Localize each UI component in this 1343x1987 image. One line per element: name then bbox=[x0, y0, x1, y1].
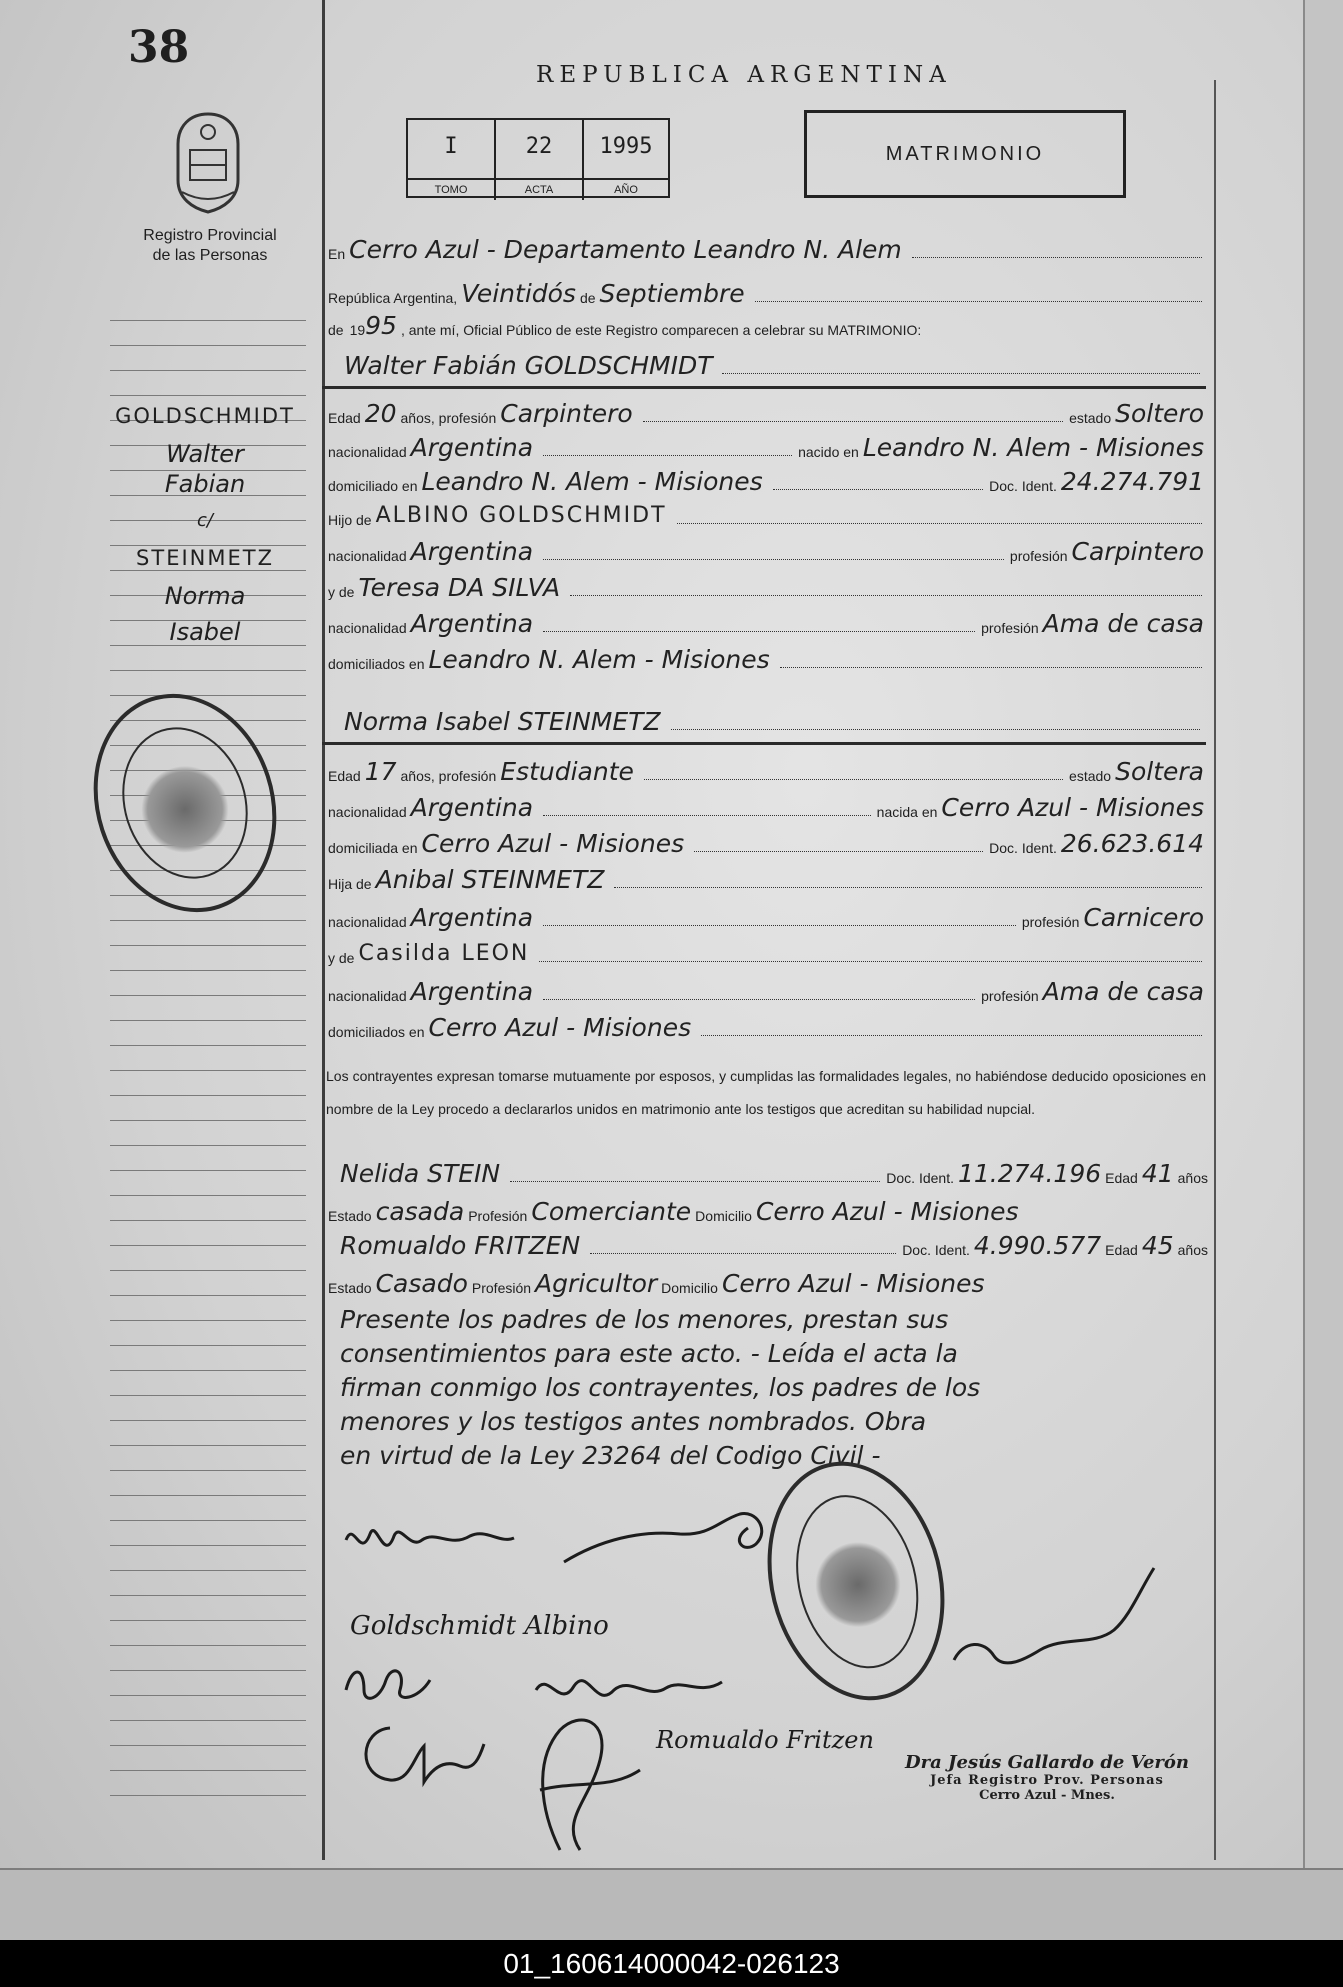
label-anios-profesion: años, profesión bbox=[400, 768, 497, 784]
bride-mother-line bbox=[328, 940, 1208, 968]
label-estado: estado bbox=[1069, 410, 1112, 426]
label-doc: Doc. Ident. bbox=[902, 1242, 970, 1258]
label-nacionalidad: nacionalidad bbox=[328, 444, 407, 460]
label-doc: Doc. Ident. bbox=[989, 478, 1057, 494]
note-text: firman conmigo los contrayentes, los padres de los bbox=[340, 1374, 981, 1402]
bride-nationality: Argentina bbox=[410, 794, 534, 822]
groom-mother-profession: Ama de casa bbox=[1042, 610, 1204, 638]
section-rule bbox=[322, 386, 1206, 389]
right-border bbox=[1214, 80, 1216, 1860]
label-profesion: profesión bbox=[981, 620, 1039, 636]
label-profesion: profesión bbox=[1009, 548, 1068, 564]
label-edad: Edad bbox=[1105, 1242, 1138, 1258]
day-value: Veintidós bbox=[461, 280, 576, 308]
anio-label: AÑO bbox=[584, 178, 668, 200]
bride-mother-nationality: Argentina bbox=[410, 978, 534, 1006]
groom-mother: Teresa DA SILVA bbox=[358, 574, 561, 602]
label-estado: Estado bbox=[328, 1208, 372, 1224]
groom-status: Soltero bbox=[1115, 400, 1204, 428]
witness-1-address: Cerro Azul - Misiones bbox=[755, 1198, 1019, 1226]
bride-signature bbox=[520, 1700, 650, 1860]
groom-father-line bbox=[328, 502, 1208, 530]
bride-address: Cerro Azul - Misiones bbox=[421, 830, 685, 858]
opening-place-line bbox=[328, 236, 1208, 264]
registry-seal-signature bbox=[743, 1443, 968, 1719]
bride-mother-details-line bbox=[328, 978, 1208, 1006]
official-title: Jefa Registro Prov. Personas bbox=[930, 1773, 1164, 1788]
margin-groom-surname: GOLDSCHMIDT bbox=[115, 404, 295, 428]
father-signature-text: Goldschmidt Albino bbox=[350, 1611, 609, 1641]
label-republica: República Argentina, bbox=[328, 290, 458, 306]
label-nacionalidad: nacionalidad bbox=[328, 548, 407, 564]
witness-1-name: Nelida STEIN bbox=[340, 1160, 501, 1188]
groom-name-line bbox=[340, 352, 1206, 380]
tomo-cell bbox=[408, 120, 496, 200]
label-y-de: y de bbox=[328, 950, 355, 966]
groom-parents-address-line bbox=[328, 646, 1208, 674]
label-nacionalidad: nacionalidad bbox=[328, 914, 407, 930]
year-prefix: 19 bbox=[349, 322, 366, 338]
official-stamp bbox=[882, 1752, 1212, 1803]
note-line bbox=[336, 1374, 1208, 1402]
witness-2-age: 45 bbox=[1141, 1232, 1174, 1260]
bride-name-line bbox=[340, 708, 1206, 736]
bride-birthplace: Cerro Azul - Misiones bbox=[941, 794, 1204, 822]
label-nacionalidad: nacionalidad bbox=[328, 804, 407, 820]
bride-father: Anibal STEINMETZ bbox=[375, 866, 605, 894]
note-text: en virtud de la Ley 23264 del Codigo Civil - bbox=[340, 1442, 881, 1470]
margin-divider bbox=[322, 0, 325, 1860]
witness-2-status: Casado bbox=[375, 1270, 468, 1298]
witness-2-address: Cerro Azul - Misiones bbox=[721, 1270, 985, 1298]
label-anios: años bbox=[1177, 1170, 1208, 1186]
groom-father-nationality: Argentina bbox=[410, 538, 534, 566]
groom-address: Leandro N. Alem - Misiones bbox=[421, 468, 763, 496]
country-heading: REPUBLICA ARGENTINA bbox=[536, 62, 952, 88]
anio-cell bbox=[584, 120, 668, 200]
label-edad: Edad bbox=[328, 768, 361, 784]
bride-nationality-line bbox=[328, 794, 1208, 822]
bride-mother: Casilda LEON bbox=[358, 941, 530, 966]
witness-1-status: casada bbox=[375, 1198, 465, 1226]
bride-father-details-line bbox=[328, 904, 1208, 932]
bride-father-line bbox=[328, 866, 1208, 894]
month-value: Septiembre bbox=[599, 280, 745, 308]
note-text: consentimientos para este acto. - Leída el acta la bbox=[340, 1340, 958, 1368]
label-profesion: Profesión bbox=[471, 1280, 532, 1296]
bride-mother-profession: Ama de casa bbox=[1042, 978, 1204, 1006]
note-text: Presente los padres de los menores, prestan sus bbox=[340, 1306, 949, 1334]
tomo-value: I bbox=[444, 134, 458, 159]
label-nacionalidad: nacionalidad bbox=[328, 620, 407, 636]
label-edad: Edad bbox=[1105, 1170, 1138, 1186]
bride-age-line bbox=[328, 758, 1208, 786]
bride-mother-signature bbox=[350, 1716, 490, 1796]
witness-2-profession: Agricultor bbox=[535, 1270, 658, 1298]
bride-father-nationality: Argentina bbox=[410, 904, 534, 932]
label-nacida-en: nacida en bbox=[876, 804, 938, 820]
image-id-text: 01_160614000042-026123 bbox=[503, 1947, 840, 1979]
margin-bride-surname: STEINMETZ bbox=[136, 546, 274, 570]
anio-value: 1995 bbox=[599, 134, 653, 159]
note-line bbox=[336, 1306, 1208, 1334]
act-type-box: MATRIMONIO bbox=[804, 110, 1126, 198]
label-nacionalidad: nacionalidad bbox=[328, 988, 407, 1004]
father-signature bbox=[344, 1594, 664, 1654]
image-id-bar bbox=[0, 1940, 1343, 1987]
groom-mother-nationality: Argentina bbox=[410, 610, 534, 638]
label-profesion: profesión bbox=[981, 988, 1039, 1004]
witness-1-name-line bbox=[336, 1160, 1208, 1188]
bride-full-name: Norma Isabel STEINMETZ bbox=[344, 708, 661, 736]
groom-profession: Carpintero bbox=[500, 400, 633, 428]
year-suffix: 95 bbox=[365, 312, 397, 340]
label-nacido-en: nacido en bbox=[798, 444, 859, 460]
label-en: En bbox=[328, 246, 346, 262]
bride-parents-address-line bbox=[328, 1014, 1208, 1042]
label-domicilio: Domicilio bbox=[695, 1208, 752, 1224]
groom-birthplace: Leandro N. Alem - Misiones bbox=[862, 434, 1204, 462]
label-de: de bbox=[579, 290, 596, 306]
book-bottom-edge bbox=[0, 1868, 1343, 1940]
label-estado: Estado bbox=[328, 1280, 372, 1296]
label-doc: Doc. Ident. bbox=[886, 1170, 954, 1186]
witness-2-signature bbox=[650, 1706, 880, 1766]
label-anios: años bbox=[1177, 1242, 1208, 1258]
label-doc: Doc. Ident. bbox=[989, 840, 1057, 856]
groom-nationality-line bbox=[328, 434, 1208, 462]
label-domicilio: Domicilio bbox=[661, 1280, 718, 1296]
groom-father: ALBINO GOLDSCHMIDT bbox=[375, 503, 667, 528]
section-rule bbox=[322, 742, 1206, 745]
witness-1-doc: 11.274.196 bbox=[957, 1160, 1102, 1188]
groom-mother-line bbox=[328, 574, 1208, 602]
groom-full-name: Walter Fabián GOLDSCHMIDT bbox=[344, 352, 713, 380]
groom-nationality: Argentina bbox=[410, 434, 534, 462]
official-place: Cerro Azul - Mnes. bbox=[979, 1788, 1115, 1803]
label-estado: estado bbox=[1069, 768, 1112, 784]
label-profesion: Profesión bbox=[468, 1208, 528, 1224]
opening-formula: , ante mí, Oficial Público de este Registro comparecen a celebrar su MATRIMONIO: bbox=[400, 322, 922, 338]
witness-1-age: 41 bbox=[1141, 1160, 1174, 1188]
note-line bbox=[336, 1408, 1208, 1436]
folio-number: 38 bbox=[128, 22, 190, 73]
coat-of-arms-icon bbox=[168, 110, 248, 215]
note-line bbox=[336, 1442, 1208, 1470]
label-domiciliada: domiciliada en bbox=[328, 840, 418, 856]
label-anios-profesion: años, profesión bbox=[400, 410, 497, 426]
bride-status: Soltera bbox=[1115, 758, 1204, 786]
acta-value: 22 bbox=[525, 134, 553, 159]
mother-signature bbox=[340, 1650, 460, 1710]
registry-name bbox=[110, 226, 310, 266]
label-hija-de: Hija de bbox=[328, 876, 372, 892]
label-domiciliados: domiciliados en bbox=[328, 656, 425, 672]
groom-mother-details-line bbox=[328, 610, 1208, 638]
label-y-de: y de bbox=[328, 584, 355, 600]
groom-signature bbox=[340, 1500, 520, 1580]
margin-bride-first-name: Norma bbox=[164, 582, 246, 610]
witness-1-profession: Comerciante bbox=[531, 1198, 692, 1226]
witness-2-name-line bbox=[336, 1232, 1208, 1260]
place-value: Cerro Azul - Departamento Leandro N. Alem bbox=[349, 236, 902, 264]
book-edge bbox=[1303, 0, 1343, 1940]
label-domiciliados: domiciliados en bbox=[328, 1024, 425, 1040]
registry-line-2: de las Personas bbox=[152, 247, 268, 264]
bride-parents-address: Cerro Azul - Misiones bbox=[428, 1014, 692, 1042]
note-text: menores y los testigos antes nombrados. Obra bbox=[340, 1408, 927, 1436]
groom-age: 20 bbox=[364, 400, 397, 428]
groom-father-details-line bbox=[328, 538, 1208, 566]
bride-father-profession: Carnicero bbox=[1083, 904, 1204, 932]
bride-doc: 26.623.614 bbox=[1060, 830, 1204, 858]
witness-2-signature-text: Romualdo Fritzen bbox=[656, 1726, 874, 1754]
groom-father-profession: Carpintero bbox=[1071, 538, 1204, 566]
official-name: Dra Jesús Gallardo de Verón bbox=[905, 1752, 1189, 1773]
label-domiciliado: domiciliado en bbox=[328, 478, 418, 494]
acta-cell bbox=[496, 120, 584, 200]
margin-bride-middle-name: Isabel bbox=[169, 618, 241, 646]
bride-age: 17 bbox=[364, 758, 397, 786]
label-hijo-de: Hijo de bbox=[328, 512, 372, 528]
opening-year-line bbox=[328, 312, 1208, 340]
official-signature bbox=[560, 1500, 780, 1580]
groom-age-line bbox=[328, 400, 1208, 428]
witness-2-name: Romualdo FRITZEN bbox=[340, 1232, 581, 1260]
margin-conjunction: c/ bbox=[197, 510, 213, 531]
groom-parents-address: Leandro N. Alem - Misiones bbox=[428, 646, 770, 674]
groom-doc: 24.274.791 bbox=[1060, 468, 1204, 496]
declaration-paragraph: Los contrayentes expresan tomarse mutuamente por esposos, y cumplidas las formalidades legales, no habiéndose deducido oposiciones en nombre de la Ley procedo a declararlos unidos en matrimonio ante los testigos que acreditan su habilidad nupcial. bbox=[326, 1068, 1206, 1117]
acta-label: ACTA bbox=[496, 178, 582, 200]
groom-address-line bbox=[328, 468, 1208, 496]
label-edad: Edad bbox=[328, 410, 361, 426]
registry-line-1: Registro Provincial bbox=[143, 227, 277, 244]
tomo-label: TOMO bbox=[408, 178, 494, 200]
margin-groom-middle-name: Fabian bbox=[164, 470, 246, 498]
witness-2-doc: 4.990.577 bbox=[973, 1232, 1102, 1260]
label-de-2: de bbox=[328, 322, 344, 338]
witness-1-details-line bbox=[328, 1198, 1208, 1226]
bride-profession: Estudiante bbox=[500, 758, 634, 786]
witness-1-signature bbox=[944, 1560, 1164, 1690]
bride-address-line bbox=[328, 830, 1208, 858]
note-line bbox=[336, 1340, 1208, 1368]
opening-date-line bbox=[328, 280, 1208, 308]
witness-2-details-line bbox=[328, 1270, 1208, 1298]
margin-groom-first-name: Walter bbox=[166, 440, 244, 468]
record-id-box bbox=[406, 118, 670, 198]
label-profesion: profesión bbox=[1021, 914, 1080, 930]
